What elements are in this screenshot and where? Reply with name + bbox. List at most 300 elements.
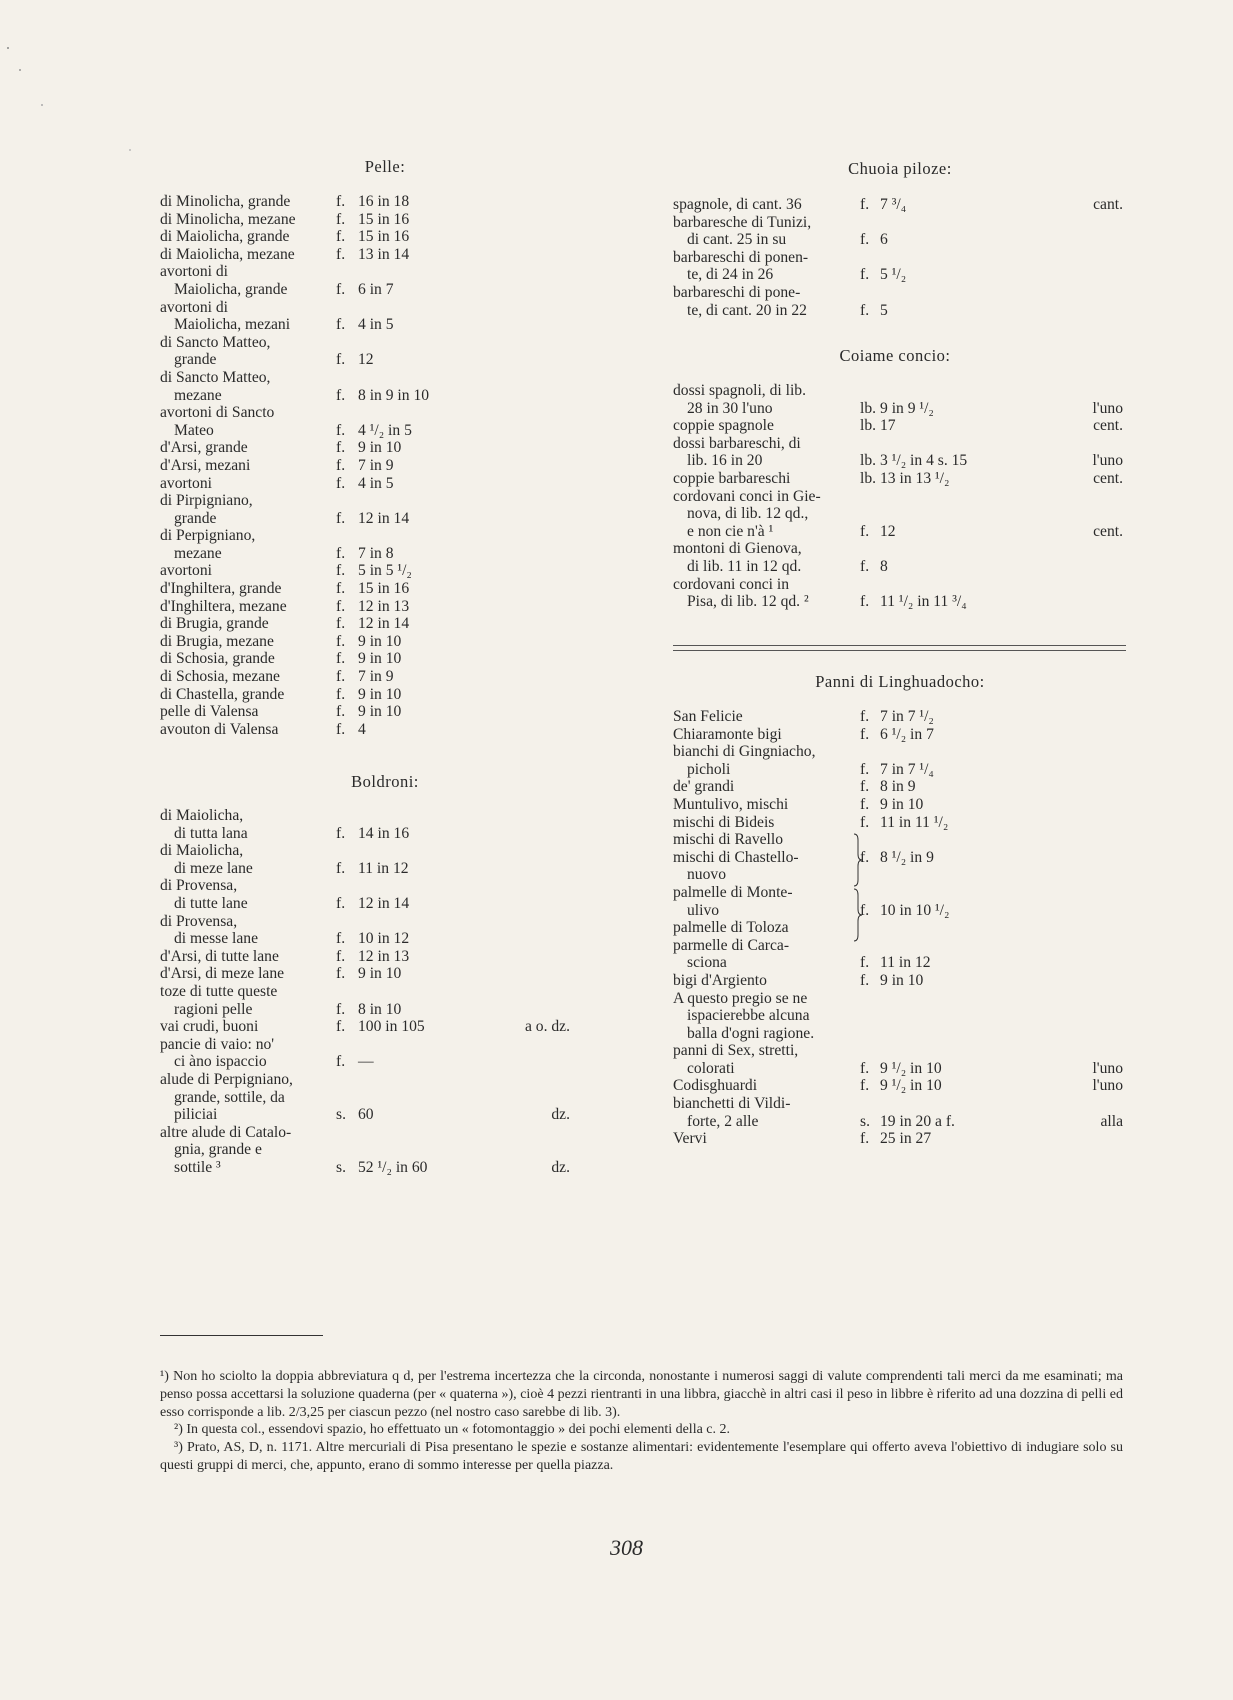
item-label: avortoni di Sancto <box>160 404 275 422</box>
double-rule-bottom <box>673 650 1126 651</box>
footnotes <box>160 1368 1123 1475</box>
item-label: cordovani conci in Gie- <box>673 487 821 505</box>
table-row <box>160 211 620 229</box>
unit: lb. <box>860 399 877 417</box>
table-row <box>160 193 620 211</box>
price: 9 in 10 <box>358 703 402 721</box>
price: 12 in 14 <box>358 615 410 633</box>
price: 7 in 7 ¹/₄ <box>880 760 934 778</box>
price: 5 ¹/₂ <box>880 266 907 284</box>
item-label: di Maiolicha, <box>160 807 244 824</box>
table-row <box>160 1106 620 1124</box>
item-label: di Sancto Matteo, <box>160 333 271 351</box>
item-label: parmelle di Carca- <box>673 936 790 954</box>
table-row <box>673 1113 1131 1131</box>
table-row <box>673 523 1131 541</box>
table-row <box>673 743 1131 761</box>
table-row <box>160 351 620 369</box>
price: 11 in 11 ¹/₂ <box>880 813 949 831</box>
unit: f. <box>860 522 870 540</box>
table-row <box>160 983 620 1001</box>
item-label: lib. 16 in 20 <box>687 452 763 470</box>
unit: f. <box>336 650 346 668</box>
table-row <box>160 492 620 510</box>
table-row <box>673 540 1131 558</box>
item-label: pelle di Valensa <box>160 703 259 721</box>
price: 7 ³/₄ <box>880 196 907 213</box>
table-row <box>160 404 620 422</box>
price: 6 <box>880 231 888 249</box>
unit: f. <box>336 280 346 298</box>
table-row <box>673 400 1131 418</box>
item-label: d'Arsi, di tutte lane <box>160 947 279 965</box>
item-label: colorati <box>687 1059 735 1077</box>
unit-note: dz. <box>551 1106 570 1124</box>
price: 9 in 10 <box>358 650 402 668</box>
table-row <box>160 877 620 895</box>
price: 11 in 12 <box>880 954 931 972</box>
item-label: di Minolicha, grande <box>160 193 291 210</box>
table-row <box>160 369 620 387</box>
table-row <box>673 919 1131 937</box>
item-label: vai crudi, buoni <box>160 1018 259 1036</box>
item-label: piliciai <box>174 1106 218 1124</box>
unit: f. <box>860 795 870 813</box>
pelle-heading: Pelle: <box>364 157 406 176</box>
item-label: sciona <box>687 954 727 972</box>
item-label: altre alude di Catalo- <box>160 1123 292 1141</box>
item-label: dossi barbareschi, di <box>673 434 801 452</box>
table-row <box>160 668 620 686</box>
item-label: di messe lane <box>174 930 259 948</box>
item-label: grande <box>174 509 217 527</box>
item-label: nuovo <box>687 866 726 884</box>
unit: f. <box>860 301 870 319</box>
price: 10 in 10 ¹/₂ <box>880 901 950 919</box>
item-label: A questo pregio se ne <box>673 989 808 1007</box>
item-label: de' grandi <box>673 778 735 796</box>
item-label: panni di Sex, stretti, <box>673 1042 799 1060</box>
unit: f. <box>336 439 346 457</box>
unit: f. <box>336 703 346 721</box>
unit-note: dz. <box>551 1158 570 1176</box>
table-row <box>673 576 1131 594</box>
item-label: spagnole, di cant. 36 <box>673 196 802 213</box>
unit: f. <box>336 597 346 615</box>
item-label: di cant. 25 in su <box>687 231 787 249</box>
table-row <box>673 902 1131 920</box>
brace-monteulivo <box>852 887 862 943</box>
item-label: balla d'ogni ragione. <box>687 1024 815 1042</box>
table-row <box>673 1025 1131 1043</box>
unit: f. <box>336 351 346 369</box>
item-label: barbareschi di ponen- <box>673 248 809 266</box>
unit: lb. <box>860 452 877 470</box>
table-row <box>160 281 620 299</box>
price: 14 in 16 <box>358 824 410 842</box>
table-row <box>160 686 620 704</box>
price: 16 in 18 <box>358 193 410 210</box>
unit: f. <box>336 947 346 965</box>
table-row <box>673 972 1131 990</box>
item-label: di Sancto Matteo, <box>160 368 271 386</box>
price: 100 in 105 <box>358 1018 425 1036</box>
unit: f. <box>336 456 346 474</box>
unit: f. <box>336 562 346 580</box>
table-row <box>160 895 620 913</box>
unit: s. <box>336 1106 346 1124</box>
table-row <box>673 505 1131 523</box>
unit: f. <box>336 386 346 404</box>
unit: f. <box>336 685 346 703</box>
item-label: alude di Perpigniano, <box>160 1070 293 1088</box>
table-row <box>673 231 1131 249</box>
price: 6 ¹/₂ in 7 <box>880 725 934 743</box>
item-label: te, di 24 in 26 <box>687 266 774 284</box>
item-label: e non cie n'à ¹ <box>687 522 774 540</box>
table-row <box>160 457 620 475</box>
item-label: grande, sottile, da <box>174 1088 285 1106</box>
price: 8 ¹/₂ in 9 <box>880 848 934 866</box>
price: 4 in 5 <box>358 316 394 334</box>
table-row <box>160 703 620 721</box>
item-label: picholi <box>687 760 731 778</box>
unit: f. <box>860 557 870 575</box>
price: 7 in 7 ¹/₂ <box>880 708 934 725</box>
table-row <box>160 860 620 878</box>
unit: f. <box>336 544 346 562</box>
item-label: avortoni <box>160 562 212 580</box>
item-label: Maiolicha, mezani <box>174 316 291 334</box>
table-row <box>673 284 1131 302</box>
unit-note: cent. <box>1093 417 1123 435</box>
item-label: ragioni pelle <box>174 1000 253 1018</box>
price: 9 in 9 ¹/₂ <box>880 399 934 417</box>
unit: f. <box>860 708 870 725</box>
item-label: forte, 2 alle <box>687 1112 759 1130</box>
price: 4 <box>358 720 366 738</box>
item-label: d'Arsi, di meze lane <box>160 965 285 983</box>
item-label: gnia, grande e <box>174 1141 262 1159</box>
price: 7 in 9 <box>358 668 394 686</box>
unit-note: l'uno <box>1092 452 1123 470</box>
table-row <box>160 1001 620 1019</box>
unit: f. <box>336 1053 346 1071</box>
unit: f. <box>860 196 870 213</box>
price: 5 <box>880 301 888 319</box>
table-row <box>160 1141 620 1159</box>
item-label: di tutta lana <box>174 824 248 842</box>
table-row <box>673 1095 1131 1113</box>
price: 15 in 16 <box>358 210 410 228</box>
table-row <box>673 866 1131 884</box>
item-label: Codisghuardi <box>673 1077 758 1095</box>
price: 17 <box>880 417 896 435</box>
unit: f. <box>860 848 870 866</box>
price: 8 in 10 <box>358 1000 402 1018</box>
table-row <box>673 488 1131 506</box>
price: 4 ¹/₂ in 5 <box>358 421 412 439</box>
table-row <box>673 1060 1131 1078</box>
item-label: Pisa, di lib. 12 qd. ² <box>687 593 809 611</box>
table-row <box>673 708 1131 726</box>
chuoia-heading: Chuoia piloze: <box>848 159 952 178</box>
table-row <box>673 452 1131 470</box>
table-row <box>673 435 1131 453</box>
unit: f. <box>336 824 346 842</box>
brace-chastellonuovo <box>852 832 862 888</box>
unit: f. <box>336 580 346 598</box>
item-label: montoni di Gienova, <box>673 540 802 558</box>
item-label: d'Arsi, grande <box>160 439 248 457</box>
table-row <box>160 545 620 563</box>
table-row <box>673 558 1131 576</box>
price: 9 ¹/₂ in 10 <box>880 1059 942 1077</box>
item-label: bianchetti di Vildi- <box>673 1095 791 1113</box>
table-row <box>160 598 620 616</box>
unit: f. <box>336 632 346 650</box>
item-label: mischi di Bideis <box>673 813 775 831</box>
unit: f. <box>860 971 870 989</box>
price: 19 in 20 a f. <box>880 1112 955 1130</box>
table-row <box>673 382 1131 400</box>
item-label: avortoni di <box>160 298 228 316</box>
table-row <box>160 228 620 246</box>
unit: f. <box>860 725 870 743</box>
item-label: te, di cant. 20 in 22 <box>687 301 807 319</box>
table-row <box>160 263 620 281</box>
price: 9 in 10 <box>358 439 402 457</box>
item-label: di tutte lane <box>174 894 248 912</box>
item-label: di Minolicha, mezane <box>160 210 296 228</box>
unit: lb. <box>860 469 877 487</box>
item-label: di Provensa, <box>160 877 238 895</box>
table-row <box>160 842 620 860</box>
price: 8 in 9 in 10 <box>358 386 430 404</box>
price: 9 in 10 <box>358 965 402 983</box>
unit: lb. <box>860 417 877 435</box>
item-label: d'Inghiltera, grande <box>160 580 282 598</box>
table-row <box>673 990 1131 1008</box>
chuoia-table <box>673 196 1131 319</box>
unit: f. <box>336 193 346 210</box>
price: 11 ¹/₂ in 11 ³/₄ <box>880 593 967 611</box>
table-row <box>673 761 1131 779</box>
item-label: di Chastella, grande <box>160 685 285 703</box>
item-label: bianchi di Gingniacho, <box>673 743 816 761</box>
unit: f. <box>860 954 870 972</box>
table-row <box>673 593 1131 611</box>
item-label: di Maiolicha, mezane <box>160 245 295 263</box>
price: 12 in 13 <box>358 947 410 965</box>
unit: f. <box>336 245 346 263</box>
price: 25 in 27 <box>880 1130 932 1148</box>
boldroni-heading: Boldroni: <box>351 772 419 791</box>
table-row <box>673 937 1131 955</box>
table-row <box>673 1077 1131 1095</box>
table-row <box>673 831 1131 849</box>
pelle-table <box>160 193 620 738</box>
unit: f. <box>336 965 346 983</box>
item-label: sottile ³ <box>174 1158 221 1176</box>
coiame-table <box>673 382 1131 611</box>
unit-note: a o. dz. <box>524 1018 570 1036</box>
table-row <box>673 249 1131 267</box>
table-row <box>673 417 1131 435</box>
footnote-2: ²) In questa col., essendovi spazio, ho effettuato un « fotomontaggio » dei pochi elementi della c. 2. <box>174 1422 731 1438</box>
unit: f. <box>860 901 870 919</box>
price: 5 in 5 ¹/₂ <box>358 562 412 580</box>
unit-note: cent. <box>1093 469 1123 487</box>
item-label: di Schosia, mezane <box>160 668 280 686</box>
table-row <box>673 778 1131 796</box>
price: 12 in 14 <box>358 509 410 527</box>
panni-heading: Panni di Linghuadocho: <box>815 672 985 691</box>
item-label: nova, di lib. 12 qd., <box>687 505 809 523</box>
table-row <box>673 726 1131 744</box>
table-row <box>160 807 620 825</box>
table-row <box>160 633 620 651</box>
price: — <box>358 1053 374 1071</box>
panni-table <box>673 708 1131 1148</box>
table-row <box>160 475 620 493</box>
boldroni-table <box>160 807 620 1176</box>
table-row <box>160 527 620 545</box>
item-label: mischi di Chastello- <box>673 848 799 866</box>
unit: f. <box>336 615 346 633</box>
table-row <box>160 650 620 668</box>
table-row <box>160 580 620 598</box>
item-label: avortoni di <box>160 263 228 281</box>
table-row <box>160 913 620 931</box>
item-label: di Maiolicha, grande <box>160 228 290 246</box>
item-label: dossi spagnoli, di lib. <box>673 382 806 399</box>
unit: f. <box>336 668 346 686</box>
unit-note: l'uno <box>1092 399 1123 417</box>
item-label: barbaresche di Tunizi, <box>673 213 812 231</box>
price: 60 <box>358 1106 374 1124</box>
item-label: pancie di vaio: no' <box>160 1035 275 1053</box>
item-label: di Brugia, grande <box>160 615 269 633</box>
footnote-3: ³) Prato, AS, D, n. 1171. Altre mercuriali di Pisa presentano le spezie e sostanze alimentari: evidentemente l'esemplare qui offerto aveva l'obiettivo di indugiare solo su questi gruppi di merci, che, appunto, erano di sommo interesse per quella piazza. <box>160 1440 1123 1473</box>
price: 9 ¹/₂ in 10 <box>880 1077 942 1095</box>
unit: f. <box>336 474 346 492</box>
table-row <box>673 796 1131 814</box>
price: 3 ¹/₂ in 4 s. 15 <box>880 452 968 470</box>
table-row <box>160 965 620 983</box>
price: 15 in 16 <box>358 580 410 598</box>
unit: f. <box>860 1130 870 1148</box>
unit: f. <box>336 859 346 877</box>
item-label: 28 in 30 l'uno <box>687 399 773 417</box>
item-label: d'Inghiltera, mezane <box>160 597 287 615</box>
table-row <box>673 214 1131 232</box>
table-row <box>160 615 620 633</box>
footnote-1: ¹) Non ho sciolto la doppia abbreviatura q d, per l'estrema incertezza che la circonda, nonostante i numerosi saggi di valute comprendenti tali merci da me esaminati; ma penso possa accettarsi la soluzione quaderna (per « quaterna »), cioè 4 pezzi rientranti in una libbra, giacchè in altri casi il peso in libbre è riferito ad una dozzina di pelli ed esso corrisponde a lib. 2/3,25 per ciascun pezzo (nel nostro caso sarebbe di lib. 3). <box>160 1369 1123 1420</box>
item-label: ulivo <box>687 901 720 919</box>
unit: f. <box>336 509 346 527</box>
unit: s. <box>336 1158 346 1176</box>
table-row <box>160 1071 620 1089</box>
unit: f. <box>336 316 346 334</box>
table-row <box>160 334 620 352</box>
item-label: di Pirpigniano, <box>160 492 253 510</box>
item-label: di Perpigniano, <box>160 527 256 545</box>
unit: f. <box>860 266 870 284</box>
price: 15 in 16 <box>358 228 410 246</box>
item-label: mezane <box>174 386 222 404</box>
price: 8 in 9 <box>880 778 916 796</box>
unit: f. <box>860 760 870 778</box>
table-row <box>160 510 620 528</box>
table-row <box>160 721 620 739</box>
table-row <box>160 1159 620 1177</box>
table-row <box>160 930 620 948</box>
price: 12 <box>880 522 896 540</box>
price: 7 in 9 <box>358 456 394 474</box>
item-label: palmelle di Monte- <box>673 883 793 901</box>
unit: f. <box>336 228 346 246</box>
unit: f. <box>336 1000 346 1018</box>
table-row <box>673 1042 1131 1060</box>
table-row <box>673 266 1131 284</box>
table-row <box>160 439 620 457</box>
table-row <box>673 302 1131 320</box>
table-row <box>160 1036 620 1054</box>
item-label: Vervi <box>673 1130 707 1148</box>
unit-note: cent. <box>1093 522 1123 540</box>
item-label: di meze lane <box>174 859 253 877</box>
item-label: bigi d'Argiento <box>673 971 767 989</box>
item-label: di Provensa, <box>160 912 238 930</box>
item-label: cordovani conci in <box>673 575 790 593</box>
table-row <box>673 1007 1131 1025</box>
price: 10 in 12 <box>358 930 410 948</box>
price: 12 <box>358 351 374 369</box>
table-row <box>160 422 620 440</box>
price: 6 in 7 <box>358 280 394 298</box>
price: 4 in 5 <box>358 474 394 492</box>
item-label: grande <box>174 351 217 369</box>
page-number: 308 <box>610 1535 643 1560</box>
item-label: coppie barbareschi <box>673 469 791 487</box>
table-row <box>160 1018 620 1036</box>
unit: f. <box>860 813 870 831</box>
table-row <box>160 246 620 264</box>
table-row <box>673 814 1131 832</box>
price: 13 in 13 ¹/₂ <box>880 469 950 487</box>
table-row <box>673 196 1131 214</box>
item-label: mischi di Ravello <box>673 831 784 849</box>
item-label: Maiolicha, grande <box>174 280 288 298</box>
price: 52 ¹/₂ in 60 <box>358 1158 428 1176</box>
table-row <box>673 849 1131 867</box>
unit: f. <box>336 894 346 912</box>
footnote-rule <box>160 1335 323 1336</box>
item-label: di lib. 11 in 12 qd. <box>687 557 802 575</box>
item-label: Muntulivo, mischi <box>673 795 789 813</box>
item-label: barbareschi di pone- <box>673 283 801 301</box>
unit: f. <box>860 1077 870 1095</box>
item-label: palmelle di Toloza <box>673 919 789 937</box>
double-rule-top <box>673 645 1126 646</box>
table-row <box>160 948 620 966</box>
unit: f. <box>860 1059 870 1077</box>
price: 7 in 8 <box>358 544 394 562</box>
coiame-heading: Coiame concio: <box>839 346 951 365</box>
item-label: ispacierebbe alcuna <box>687 1007 810 1025</box>
table-row <box>673 884 1131 902</box>
